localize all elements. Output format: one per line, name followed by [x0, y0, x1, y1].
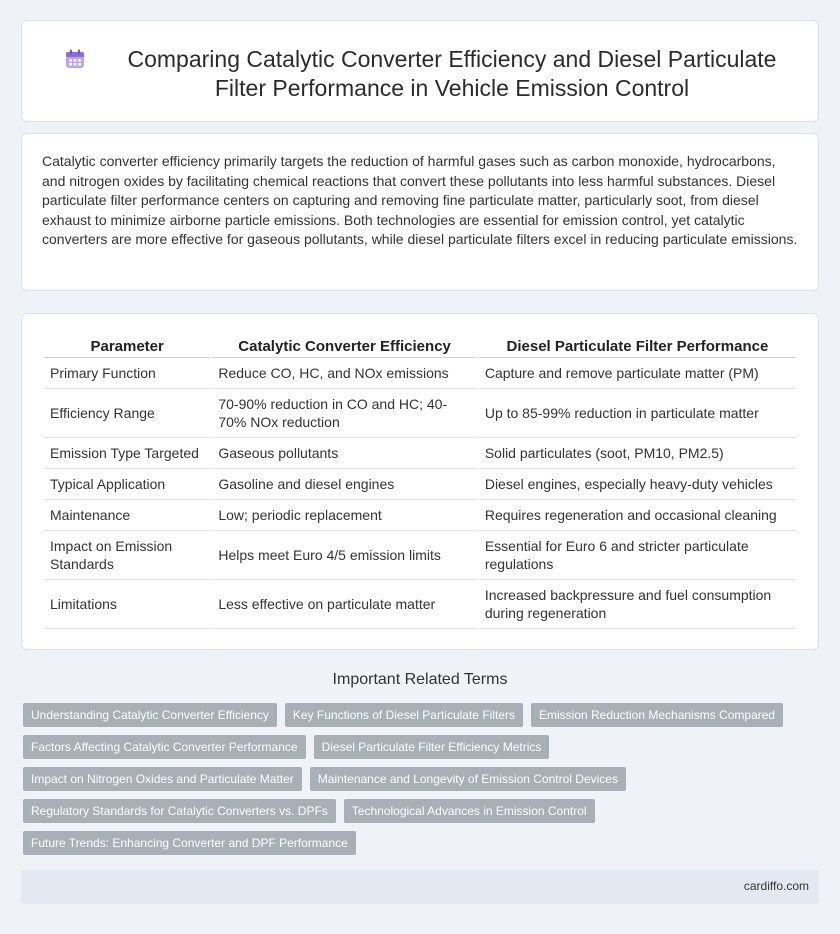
- table-cell: Gaseous pollutants: [212, 438, 476, 469]
- table-cell: Increased backpressure and fuel consumption during regeneration: [479, 580, 796, 629]
- table-cell: Gasoline and diesel engines: [212, 469, 476, 500]
- table-cell: Requires regeneration and occasional cleaning: [479, 500, 796, 531]
- column-header-diesel-particulate-filter: Diesel Particulate Filter Performance: [479, 336, 796, 358]
- intro-paragraph: Catalytic converter efficiency primarily targets the reduction of harmful gases such as carbon monoxide, hydrocarbons, and nitrogen oxides by facilitating chemical reactions that convert these pollutants into less harmful substances. Diesel particulate filter performance centers on capturing and removing fine particulate matter, particularly soot, from diesel exhaust to minimize airborne particle emissions. Both technologies are essential for emission control, yet catalytic converters are more effective for gaseous pollutants, while diesel particulate filters excel in reducing particulate emissions.: [42, 153, 798, 247]
- calendar-icon: [64, 48, 86, 70]
- table-cell: Efficiency Range: [44, 389, 210, 438]
- table-cell: Up to 85-99% reduction in particulate matter: [479, 389, 796, 438]
- related-terms-heading: Important Related Terms: [332, 671, 508, 688]
- table-row: [44, 389, 796, 438]
- title-card: [21, 20, 819, 122]
- table-cell: Solid particulates (soot, PM10, PM2.5): [479, 438, 796, 469]
- table-cell: Primary Function: [44, 358, 210, 389]
- table-cell: Limitations: [44, 580, 210, 629]
- table-cell: Impact on Emission Standards: [44, 531, 210, 580]
- related-term-tag[interactable]: Maintenance and Longevity of Emission Control Devices: [310, 767, 626, 791]
- table-cell: Low; periodic replacement: [212, 500, 476, 531]
- column-header-catalytic-converter: Catalytic Converter Efficiency: [212, 336, 476, 358]
- related-term-tag[interactable]: Technological Advances in Emission Control: [344, 799, 595, 823]
- comparison-table-card: [21, 313, 819, 650]
- page-title: Comparing Catalytic Converter Efficiency and Diesel Particulate Filter Performance in Vehicle Emission Control: [127, 46, 777, 101]
- table-cell: Capture and remove particulate matter (PM): [479, 358, 796, 389]
- related-term-tag[interactable]: Diesel Particulate Filter Efficiency Metrics: [314, 735, 550, 759]
- table-cell: Reduce CO, HC, and NOx emissions: [212, 358, 476, 389]
- related-term-tag[interactable]: Key Functions of Diesel Particulate Filters: [285, 703, 523, 727]
- table-header-row: [44, 336, 796, 358]
- table-cell: Emission Type Targeted: [44, 438, 210, 469]
- table-row: [44, 469, 796, 500]
- table-row: [44, 438, 796, 469]
- footer-site-link[interactable]: cardiffo.com: [743, 879, 809, 893]
- column-header-parameter: Parameter: [44, 336, 210, 358]
- table-row: [44, 531, 796, 580]
- related-term-tag[interactable]: Future Trends: Enhancing Converter and DPF Performance: [23, 831, 356, 855]
- intro-card: [21, 133, 819, 291]
- related-term-tag[interactable]: Understanding Catalytic Converter Efficiency: [23, 703, 277, 727]
- table-cell: Helps meet Euro 4/5 emission limits: [212, 531, 476, 580]
- related-term-tag[interactable]: Regulatory Standards for Catalytic Converters vs. DPFs: [23, 799, 336, 823]
- table-cell: Typical Application: [44, 469, 210, 500]
- comparison-table: [42, 336, 798, 629]
- related-term-tag[interactable]: Factors Affecting Catalytic Converter Performance: [23, 735, 306, 759]
- table-cell: Essential for Euro 6 and stricter particulate regulations: [479, 531, 796, 580]
- table-row: [44, 580, 796, 629]
- related-terms-list: [23, 703, 813, 855]
- related-term-tag[interactable]: Impact on Nitrogen Oxides and Particulate Matter: [23, 767, 302, 791]
- footer: [21, 870, 819, 904]
- table-cell: Less effective on particulate matter: [212, 580, 476, 629]
- table-row: [44, 500, 796, 531]
- related-term-tag[interactable]: Emission Reduction Mechanisms Compared: [531, 703, 783, 727]
- table-cell: Diesel engines, especially heavy-duty vehicles: [479, 469, 796, 500]
- table-row: [44, 358, 796, 389]
- table-cell: Maintenance: [44, 500, 210, 531]
- table-cell: 70-90% reduction in CO and HC; 40-70% NOx reduction: [212, 389, 476, 438]
